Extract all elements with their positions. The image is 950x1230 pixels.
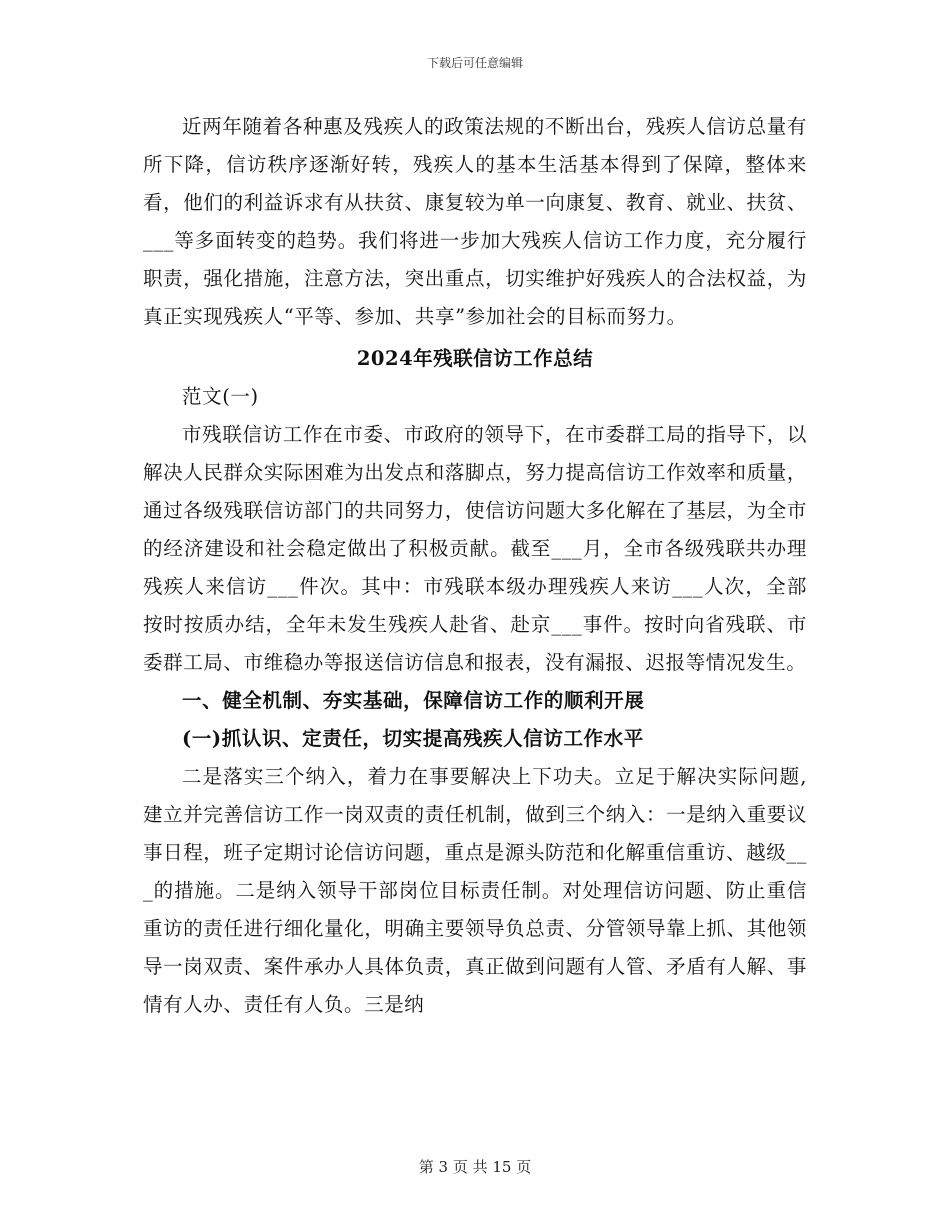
section-heading-1: 一、健全机制、夯实基础，保障信访工作的顺利开展 [182,689,645,712]
document-title: 2024年残联信访工作总结 [356,347,594,370]
sample-label: 范文(一) [182,385,259,408]
page-header-note: 下载后可任意编辑 [426,56,523,70]
body-paragraph-2: 二是落实三个纳入，着力在事要解决上下功夫。立足于解决实际问题,建立并完善信访工作一岗双责的责任机制，做到三个纳入：一是纳入重要议事日程，班子定期讨论信访问题，重点是源头防范和化解重信重访、越级___的措施。二是纳入领导干部岗位目标责任制。对处理信访问题、防止重信重访的责任进行细化量化，明确主要领导负总责、分管领导靠上抓、其他领导一岗双责、案件承办人具体负责，真正做到问题有人管、矛盾有人解、事情有人办、责任有人负。三是纳 [143,765,807,1016]
subsection-heading-1: (一)抓认识、定责任，切实提高残疾人信访工作水平 [182,727,644,750]
intro-paragraph: 近两年随着各种惠及残疾人的政策法规的不断出台，残疾人信访总量有所下降，信访秩序逐渐好转，残疾人的基本生活基本得到了保障，整体来看，他们的利益诉求有从扶贫、康复较为单一向康复、教育、就业、扶贫、___等多面转变的趋势。我们将进一步加大残疾人信访工作力度，充分履行职责，强化措施，注意方法，突出重点，切实维护好残疾人的合法权益，为真正实现残疾人“平等、参加、共享”参加社会的目标而努力。 [143,115,807,328]
body-paragraph-1: 市残联信访工作在市委、市政府的领导下，在市委群工局的指导下，以解决人民群众实际困难为出发点和落脚点，努力提高信访工作效率和质量，通过各级残联信访部门的共同努力，使信访问题大多化解在了基层，为全市的经济建设和社会稳定做出了积极贡献。截至___月，全市各级残联共办理残疾人来信访___件次。其中：市残联本级办理残疾人来访___人次，全部按时按质办结，全年未发生残疾人赴省、赴京___事件。按时向省残联、市委群工局、市维稳办等报送信访信息和报表，没有漏报、迟报等情况发生。 [143,423,807,674]
page-number: 第 3 页 共 15 页 [418,1158,532,1176]
document-body [143,108,807,1024]
